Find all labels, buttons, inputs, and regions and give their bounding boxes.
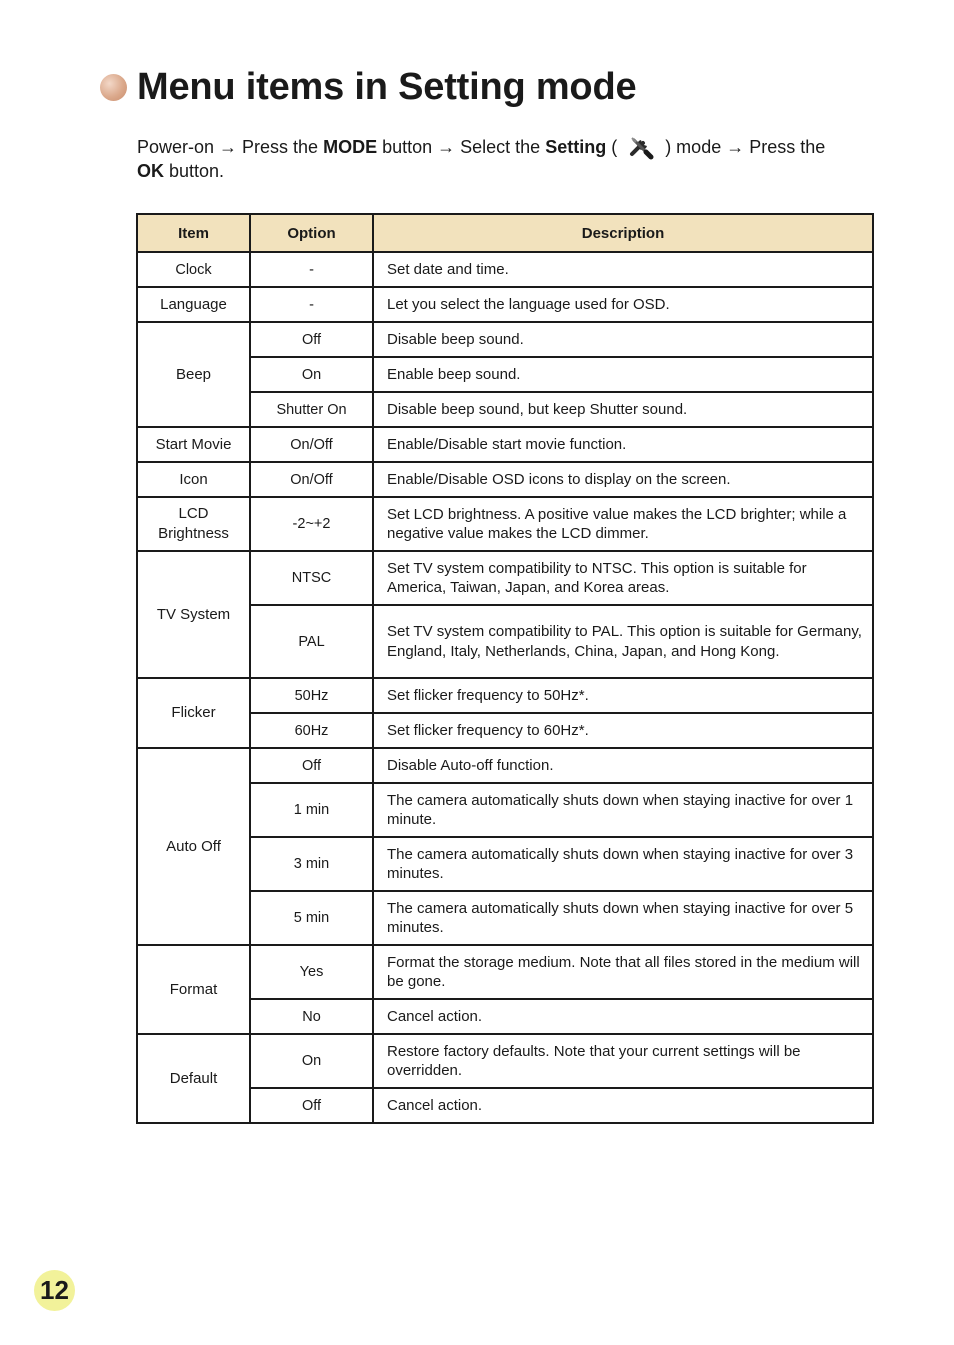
description-cell: Enable/Disable OSD icons to display on the screen.	[373, 462, 873, 497]
option-cell: PAL	[250, 605, 373, 678]
item-cell: Start Movie	[137, 427, 250, 462]
option-cell: Yes	[250, 945, 373, 999]
table-header-row	[137, 214, 873, 252]
item-cell: Format	[137, 945, 250, 1034]
table-row	[137, 287, 873, 322]
description-cell: Enable beep sound.	[373, 357, 873, 392]
description-cell: Set date and time.	[373, 252, 873, 287]
intro-text: button → Select the	[377, 137, 546, 157]
description-cell: Disable beep sound, but keep Shutter sound.	[373, 392, 873, 427]
description-cell: Cancel action.	[373, 999, 873, 1034]
page-number: 12	[34, 1270, 75, 1311]
option-cell: Off	[250, 1088, 373, 1123]
intro-text: (	[606, 137, 623, 157]
table-row	[137, 945, 873, 999]
description-cell: Set flicker frequency to 60Hz*.	[373, 713, 873, 748]
item-cell: Auto Off	[137, 748, 250, 945]
table-row	[137, 462, 873, 497]
header-description: Description	[373, 214, 873, 252]
item-cell: Language	[137, 287, 250, 322]
item-cell: Clock	[137, 252, 250, 287]
option-cell: No	[250, 999, 373, 1034]
description-cell: The camera automatically shuts down when staying inactive for over 5 minutes.	[373, 891, 873, 945]
description-cell: Set TV system compatibility to NTSC. This option is suitable for America, Taiwan, Japan, and Korea areas.	[373, 551, 873, 605]
option-cell: 50Hz	[250, 678, 373, 713]
description-cell: Disable beep sound.	[373, 322, 873, 357]
intro-text: button.	[164, 161, 225, 181]
option-cell: 1 min	[250, 783, 373, 837]
table-row	[137, 427, 873, 462]
option-cell: 3 min	[250, 837, 373, 891]
description-cell: Cancel action.	[373, 1088, 873, 1123]
table-row	[137, 551, 873, 605]
option-cell: Off	[250, 748, 373, 783]
header-item: Item	[137, 214, 250, 252]
settings-menu-table	[136, 213, 874, 1124]
option-cell: -	[250, 287, 373, 322]
bullet-circle-icon	[100, 74, 127, 101]
intro-text: ) mode → Press the	[660, 137, 826, 157]
option-cell: NTSC	[250, 551, 373, 605]
description-cell: Disable Auto-off function.	[373, 748, 873, 783]
ok-button-label: OK	[137, 161, 164, 181]
page-title: Menu items in Setting mode	[137, 66, 637, 108]
description-cell: The camera automatically shuts down when staying inactive for over 1 minute.	[373, 783, 873, 837]
option-cell: -	[250, 252, 373, 287]
description-cell: Set TV system compatibility to PAL. This option is suitable for Germany, England, Italy, Netherlands, China, Japan, and Hong Kong.	[373, 605, 873, 678]
option-cell: On/Off	[250, 427, 373, 462]
option-cell: On/Off	[250, 462, 373, 497]
table-row	[137, 748, 873, 783]
description-cell: Set flicker frequency to 50Hz*.	[373, 678, 873, 713]
item-cell: LCD Brightness	[137, 497, 250, 551]
title-area	[100, 66, 636, 109]
item-cell: TV System	[137, 551, 250, 678]
option-cell: On	[250, 357, 373, 392]
description-cell: Set LCD brightness. A positive value makes the LCD brighter; while a negative value makes the LCD dimmer.	[373, 497, 873, 551]
description-cell: Restore factory defaults. Note that your current settings will be overridden.	[373, 1034, 873, 1088]
option-cell: On	[250, 1034, 373, 1088]
option-cell: 5 min	[250, 891, 373, 945]
table-row	[137, 252, 873, 287]
table-row	[137, 322, 873, 357]
option-cell: Off	[250, 322, 373, 357]
description-cell: Format the storage medium. Note that all files stored in the medium will be gone.	[373, 945, 873, 999]
description-cell: Let you select the language used for OSD.	[373, 287, 873, 322]
table-row	[137, 1034, 873, 1088]
item-cell: Beep	[137, 322, 250, 427]
option-cell: 60Hz	[250, 713, 373, 748]
item-cell: Icon	[137, 462, 250, 497]
item-cell: Flicker	[137, 678, 250, 748]
description-cell: The camera automatically shuts down when staying inactive for over 3 minutes.	[373, 837, 873, 891]
table-row	[137, 678, 873, 713]
header-option: Option	[250, 214, 373, 252]
description-cell: Enable/Disable start movie function.	[373, 427, 873, 462]
intro-paragraph	[137, 134, 857, 183]
option-cell: Shutter On	[250, 392, 373, 427]
setting-label: Setting	[545, 137, 607, 157]
table-row	[137, 497, 873, 551]
intro-text: Power-on → Press the	[137, 137, 324, 157]
option-cell: -2~+2	[250, 497, 373, 551]
mode-button-label: MODE	[323, 137, 378, 157]
wrench-screwdriver-icon	[626, 134, 656, 160]
item-cell: Default	[137, 1034, 250, 1123]
